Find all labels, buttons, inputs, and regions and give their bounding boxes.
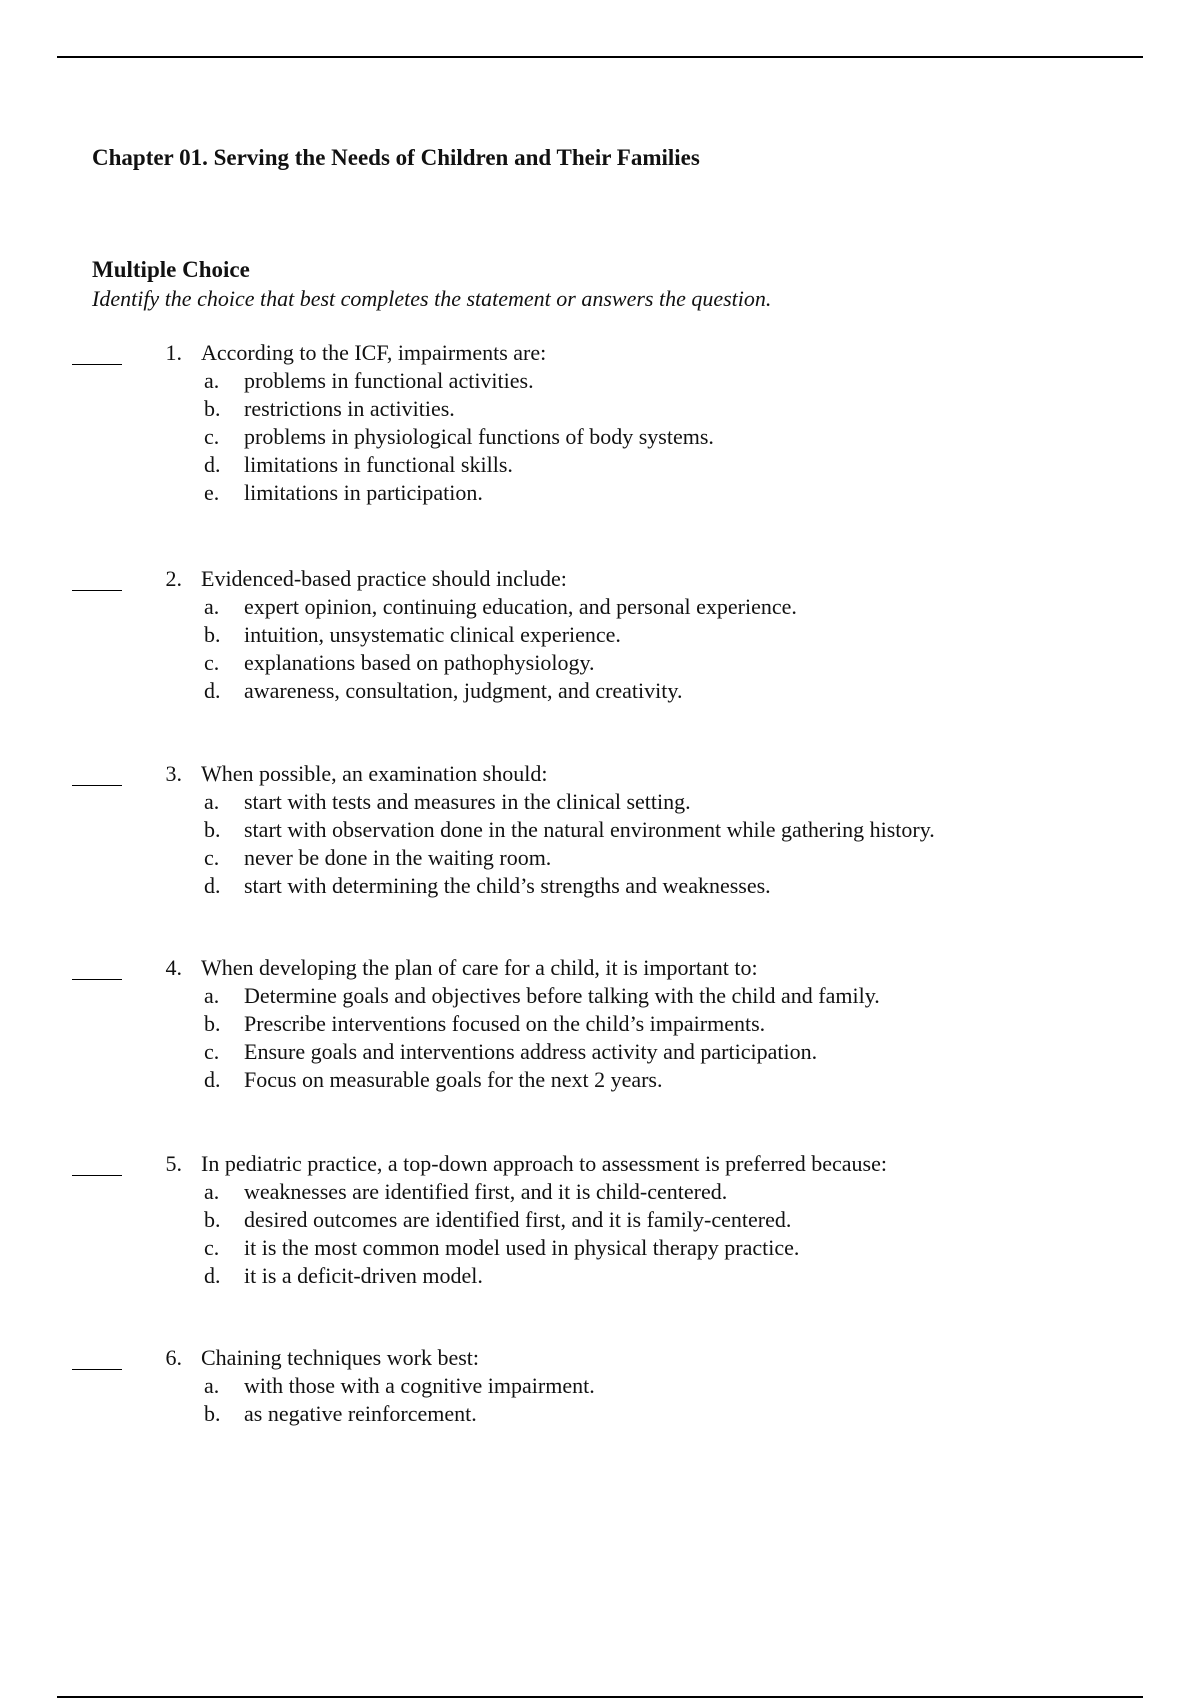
choice-letter: a. — [204, 983, 220, 1008]
choice-letter: c. — [204, 1235, 220, 1260]
choice-text: it is a deficit-driven model. — [244, 1263, 483, 1288]
choice-text: with those with a cognitive impairment. — [244, 1373, 595, 1398]
choice-text: restrictions in activities. — [244, 396, 455, 421]
choice-text: desired outcomes are identified first, and it is family-centered. — [244, 1207, 792, 1232]
choice-text: limitations in participation. — [244, 480, 483, 505]
choice-option — [0, 367, 1200, 395]
choice-text: start with observation done in the natural environment while gathering history. — [244, 817, 935, 842]
choice-option — [0, 982, 1200, 1010]
choice-letter: b. — [204, 1011, 221, 1036]
choice-letter: d. — [204, 873, 221, 898]
answer-blank[interactable] — [72, 763, 122, 786]
question-number: 3. — [165, 761, 182, 786]
choice-text: as negative reinforcement. — [244, 1401, 477, 1426]
choice-letter: b. — [204, 817, 221, 842]
choice-letter: c. — [204, 845, 220, 870]
choice-text: it is the most common model used in physical therapy practice. — [244, 1235, 800, 1260]
choice-text: Prescribe interventions focused on the child’s impairments. — [244, 1011, 766, 1036]
bottom-rule — [57, 1696, 1143, 1698]
choice-option — [0, 1206, 1200, 1234]
choice-option — [0, 1010, 1200, 1038]
choice-text: weaknesses are identified first, and it is child-centered. — [244, 1179, 728, 1204]
question-stem: In pediatric practice, a top-down approach to assessment is preferred because: — [201, 1151, 887, 1176]
choice-letter: d. — [204, 1067, 221, 1092]
choice-option — [0, 816, 1200, 844]
answer-blank[interactable] — [72, 1153, 122, 1176]
choice-text: Determine goals and objectives before talking with the child and family. — [244, 983, 880, 1008]
choice-text: Ensure goals and interventions address activity and participation. — [244, 1039, 818, 1064]
choice-option — [0, 1400, 1200, 1428]
choice-option — [0, 649, 1200, 677]
choice-option — [0, 593, 1200, 621]
choice-text: problems in functional activities. — [244, 368, 534, 393]
choice-list — [0, 1178, 1200, 1290]
choice-letter: b. — [204, 1401, 221, 1426]
choice-letter: a. — [204, 789, 220, 814]
choice-letter: d. — [204, 452, 221, 477]
choice-option — [0, 788, 1200, 816]
choice-letter: c. — [204, 424, 220, 449]
choice-option — [0, 1234, 1200, 1262]
choice-letter: d. — [204, 1263, 221, 1288]
section-heading: Multiple Choice — [92, 257, 250, 282]
choice-text: intuition, unsystematic clinical experience. — [244, 622, 621, 647]
answer-blank[interactable] — [72, 342, 122, 365]
choice-option — [0, 677, 1200, 705]
choice-text: problems in physiological functions of body systems. — [244, 424, 714, 449]
choice-letter: b. — [204, 622, 221, 647]
chapter-title: Chapter 01. Serving the Needs of Children and Their Families — [92, 145, 700, 170]
answer-blank[interactable] — [72, 1347, 122, 1370]
choice-letter: c. — [204, 650, 220, 675]
question-number: 6. — [165, 1345, 182, 1370]
choice-letter: a. — [204, 594, 220, 619]
choice-text: limitations in functional skills. — [244, 452, 513, 477]
choice-letter: e. — [204, 480, 220, 505]
choice-text: expert opinion, continuing education, and personal experience. — [244, 594, 797, 619]
choice-list — [0, 367, 1200, 507]
choice-option — [0, 621, 1200, 649]
choice-letter: c. — [204, 1039, 220, 1064]
choice-option — [0, 423, 1200, 451]
choice-list — [0, 593, 1200, 705]
choice-text: start with tests and measures in the clinical setting. — [244, 789, 691, 814]
question-number: 4. — [165, 955, 182, 980]
choice-letter: a. — [204, 1373, 220, 1398]
choice-text: explanations based on pathophysiology. — [244, 650, 595, 675]
choice-option — [0, 479, 1200, 507]
question-number: 5. — [165, 1151, 182, 1176]
choice-list — [0, 1372, 1200, 1428]
choice-option — [0, 872, 1200, 900]
choice-text: awareness, consultation, judgment, and creativity. — [244, 678, 683, 703]
choice-letter: a. — [204, 1179, 220, 1204]
question-stem: When possible, an examination should: — [201, 761, 548, 786]
section-instructions: Identify the choice that best completes the statement or answers the question. — [92, 286, 772, 311]
question-stem: When developing the plan of care for a child, it is important to: — [201, 955, 758, 980]
choice-option — [0, 1178, 1200, 1206]
choice-option — [0, 395, 1200, 423]
choice-text: Focus on measurable goals for the next 2 years. — [244, 1067, 663, 1092]
question-stem: Chaining techniques work best: — [201, 1345, 480, 1370]
choice-option — [0, 1038, 1200, 1066]
choice-letter: d. — [204, 678, 221, 703]
choice-text: never be done in the waiting room. — [244, 845, 552, 870]
choice-option — [0, 844, 1200, 872]
question-number: 2. — [165, 566, 182, 591]
choice-option — [0, 1262, 1200, 1290]
choice-option — [0, 451, 1200, 479]
choice-option — [0, 1372, 1200, 1400]
question-number: 1. — [165, 340, 182, 365]
choice-text: start with determining the child’s strengths and weaknesses. — [244, 873, 771, 898]
choice-letter: b. — [204, 396, 221, 421]
top-rule — [57, 56, 1143, 58]
question-stem: According to the ICF, impairments are: — [201, 340, 547, 365]
choice-letter: a. — [204, 368, 220, 393]
choice-option — [0, 1066, 1200, 1094]
answer-blank[interactable] — [72, 568, 122, 591]
choice-letter: b. — [204, 1207, 221, 1232]
choice-list — [0, 788, 1200, 900]
question-stem: Evidenced-based practice should include: — [201, 566, 567, 591]
choice-list — [0, 982, 1200, 1094]
answer-blank[interactable] — [72, 957, 122, 980]
